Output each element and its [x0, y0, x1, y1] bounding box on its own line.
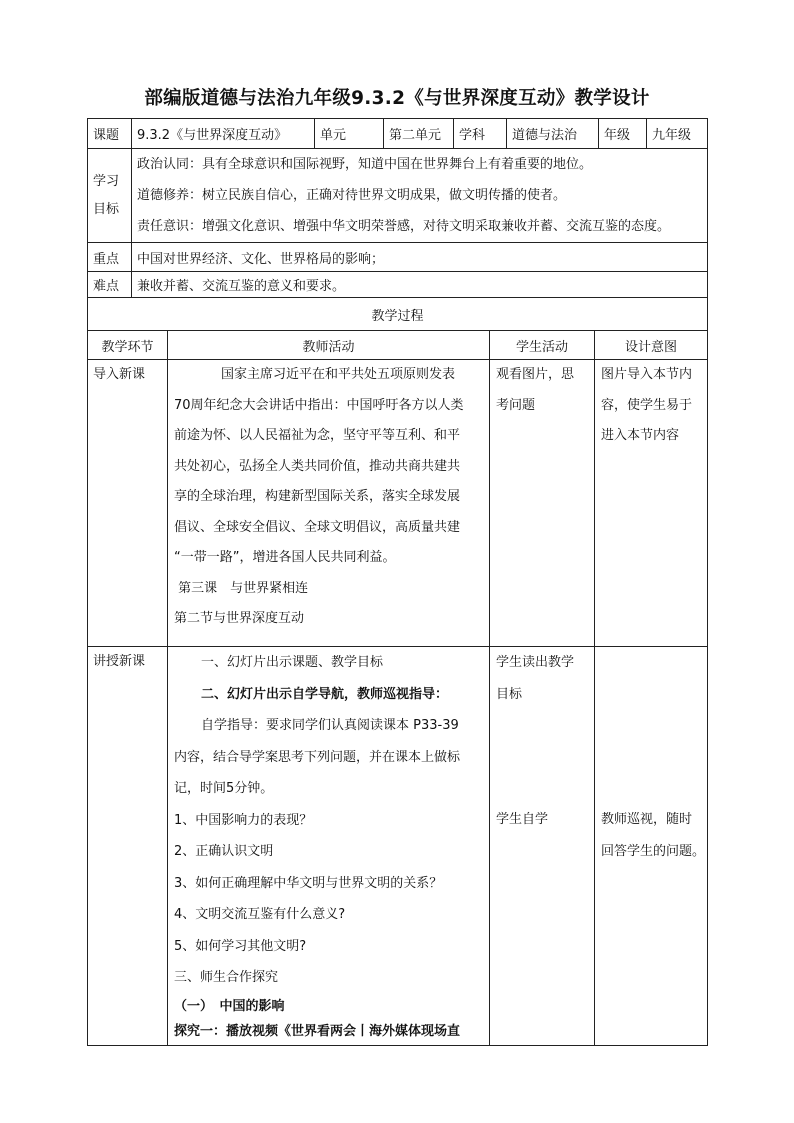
objectives-content	[132, 149, 708, 243]
text-line: 进入本节内容	[601, 428, 680, 443]
key-point-value: 中国对世界经济、文化、世界格局的影响；	[132, 243, 708, 272]
topic-value: 9.3.2《与世界深度互动》	[132, 119, 315, 149]
col-intent-header: 设计意图	[595, 331, 708, 360]
question-item: 1、中国影响力的表现？	[174, 812, 313, 828]
text-line: 倡议、全球安全倡议、全球文明倡议，高质量共建	[174, 519, 461, 535]
objective-responsibility: 责任意识：增强文化意识、增强中华文明荣誉感，对待文明采取兼收并蓄、交流互鉴的态度。	[137, 219, 671, 234]
step-self-study-guide: 二、幻灯片出示自学导航，教师巡视指导：	[201, 686, 449, 702]
text-line: “一带一路”，增进各国人民共同利益。	[174, 550, 396, 565]
difficulty-value: 兼收并蓄、交流互鉴的意义和要求。	[132, 272, 708, 298]
section-heading: 第二节与世界深度互动	[174, 611, 305, 626]
inquiry-one: 探究一：播放视频《世界看两会丨海外媒体现场直	[174, 1023, 461, 1039]
table-row	[88, 647, 708, 1046]
subsection-heading: （一） 中国的影响	[174, 998, 285, 1014]
question-item: 5、如何学习其他文明?	[174, 938, 307, 954]
objectives-label-line1: 学习	[93, 173, 120, 189]
text-line: 考问题	[496, 397, 536, 413]
table-row	[88, 360, 708, 647]
student-teach	[490, 647, 595, 1046]
text-line: 前途为怀、以人民福祉为念，坚守平等互利、和平	[174, 428, 461, 443]
text-line: 回答学生的问题。	[601, 843, 706, 859]
text-line: 目标	[496, 686, 523, 702]
question-item: 2、正确认识文明	[174, 844, 274, 859]
process-header: 教学过程	[88, 298, 708, 331]
text-line: 国家主席习近平在和平共处五项原则发表	[221, 367, 456, 382]
stage-teach	[88, 647, 168, 1046]
col-teacher-header: 教师活动	[168, 331, 490, 360]
subject-label: 学科	[454, 119, 507, 149]
grade-value: 九年级	[647, 119, 708, 149]
intent-intro	[595, 360, 708, 647]
step-slide-objectives: 一、幻灯片出示课题、教学目标	[201, 655, 384, 670]
text-line: 学生自学	[496, 812, 549, 827]
objectives-label	[88, 149, 132, 243]
text-line: 观看图片，思	[496, 367, 575, 382]
key-point-label: 重点	[88, 243, 132, 272]
student-intro	[490, 360, 595, 647]
text-line: 记，时间5分钟。	[174, 781, 274, 796]
teacher-teach	[168, 647, 490, 1046]
stage-intro-label: 导入新课	[93, 367, 146, 382]
stage-intro	[88, 360, 168, 647]
process-table	[87, 297, 708, 1046]
lesson-heading: 第三课 与世界紧相连	[174, 580, 309, 596]
text-line: 自学指导：要求同学们认真阅读课本 P33-39	[201, 718, 459, 733]
objective-political: 政治认同：具有全球意识和国际视野，知道中国在世界舞台上有着重要的地位。	[137, 157, 593, 172]
difficulty-label: 难点	[88, 272, 132, 298]
subject-value: 道德与法治	[507, 119, 599, 149]
col-student-header: 学生活动	[490, 331, 595, 360]
topic-label: 课题	[88, 119, 132, 149]
col-stage-header: 教学环节	[88, 331, 168, 360]
stage-teach-label: 讲授新课	[93, 654, 146, 669]
unit-value: 第二单元	[384, 119, 454, 149]
objective-moral: 道德修养：树立民族自信心，正确对待世界文明成果，做文明传播的使者。	[137, 188, 567, 203]
text-line: 学生读出教学	[496, 655, 575, 670]
teacher-intro	[168, 360, 490, 647]
text-line: 70周年纪念大会讲话中指出：中国呼吁各方以人类	[174, 397, 464, 413]
grade-label: 年级	[599, 119, 647, 149]
document-title: 部编版道德与法治九年级9.3.2《与世界深度互动》教学设计	[144, 88, 650, 109]
text-line: 享的全球治理，构建新型国际关系，落实全球发展	[174, 489, 461, 504]
info-table	[87, 118, 708, 298]
text-line: 共处初心，弘扬全人类共同价值，推动共商共建共	[174, 458, 461, 474]
step-cooperative-inquiry: 三、师生合作探究	[174, 970, 279, 985]
question-item: 3、如何正确理解中华文明与世界文明的关系？	[174, 875, 443, 891]
text-line: 图片导入本节内	[601, 367, 693, 382]
text-line: 内容，结合导学案思考下列问题，并在课本上做标	[174, 749, 461, 765]
question-item: 4、文明交流互鉴有什么意义?	[174, 907, 346, 922]
intent-teach	[595, 647, 708, 1046]
text-line: 容，使学生易于	[601, 397, 693, 413]
unit-label: 单元	[315, 119, 384, 149]
text-line: 教师巡视，随时	[601, 812, 693, 827]
objectives-label-line2: 目标	[93, 201, 120, 217]
